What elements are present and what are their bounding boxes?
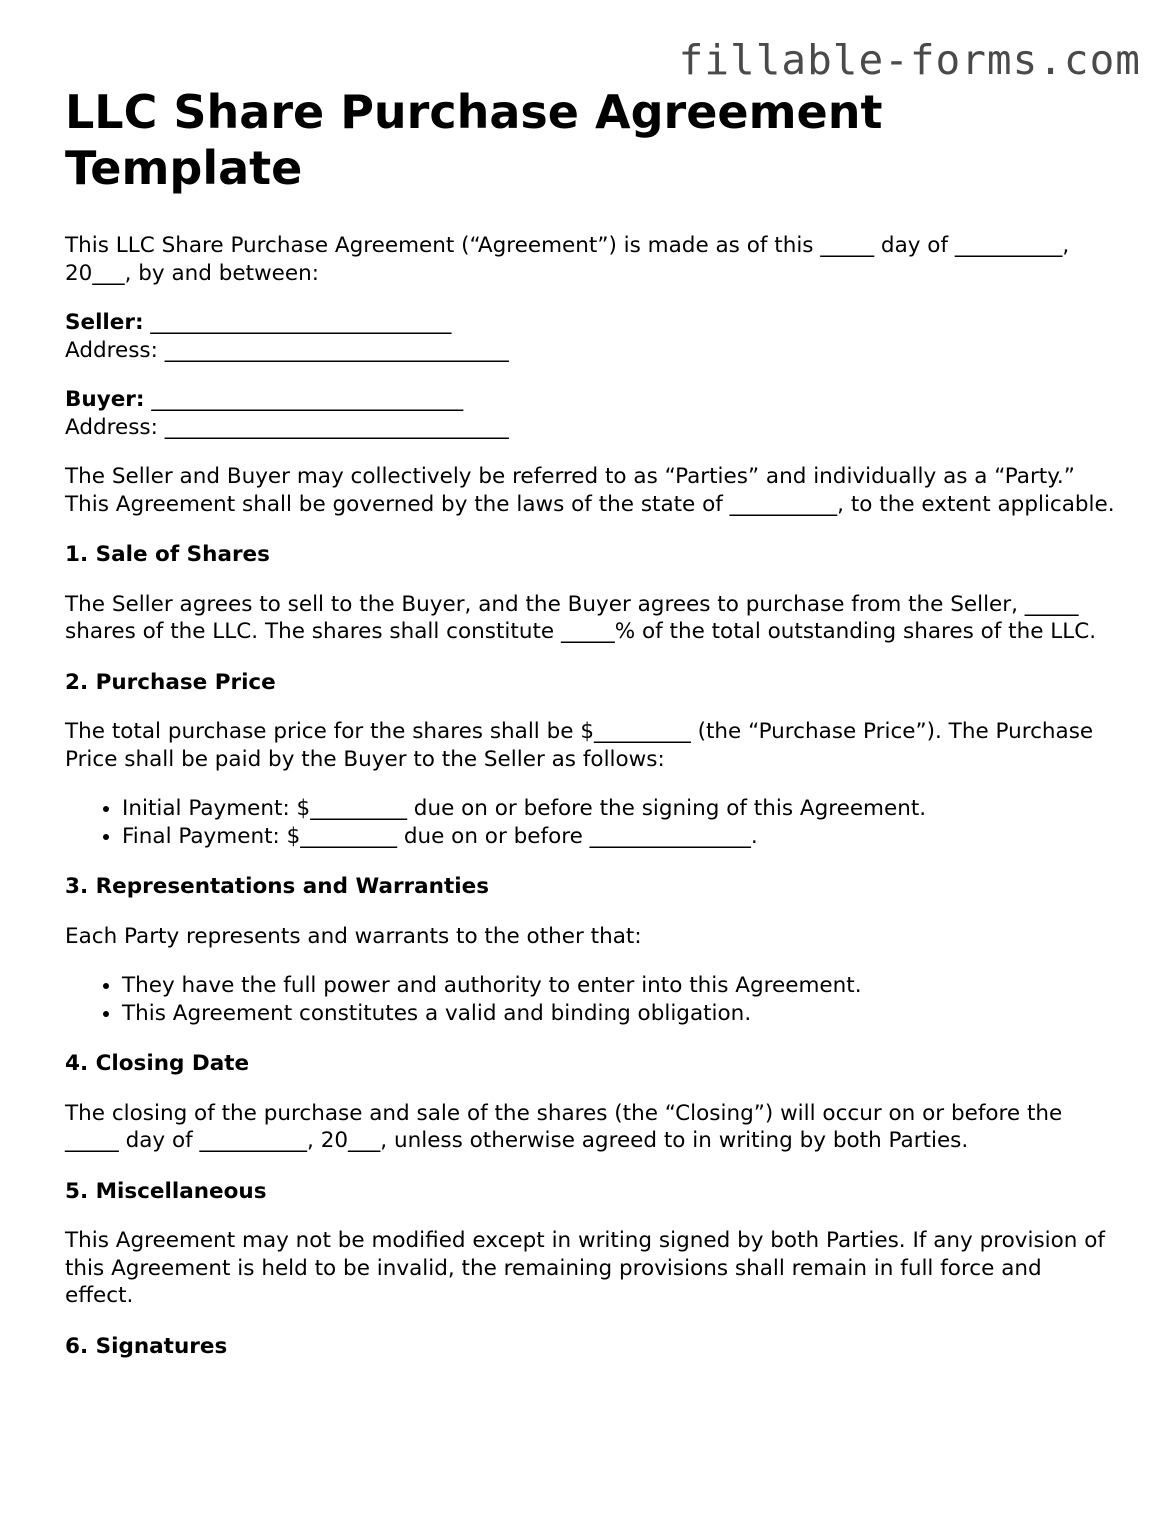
buyer-block — [65, 386, 1115, 441]
seller-block — [65, 309, 1115, 364]
list-item-power-authority: • They have the full power and authority to enter into this Agreement. — [122, 972, 1115, 1000]
representations-paragraph: Each Party represents and warrants to the other that: — [65, 923, 642, 949]
section-heading-miscellaneous: 5. Miscellaneous — [65, 1178, 267, 1204]
section-heading-purchase-price: 2. Purchase Price — [65, 669, 276, 695]
closing-date-paragraph: The closing of the purchase and sale of the shares (the “Closing”) will occur on or before the _____ day of __________, 20___, unless otherwise agreed to in writing by both Parties. — [65, 1100, 1063, 1153]
representations-list — [65, 972, 1115, 1027]
sale-of-shares-paragraph: The Seller agrees to sell to the Buyer, and the Buyer agrees to purchase from the Seller, _____ shares of the LLC. The shares shall constitute _____% of the total outstanding shares of the LLC. — [65, 591, 1097, 644]
list-item-initial-payment: • Initial Payment: $_________ due on or before the signing of this Agreement. — [122, 795, 1115, 823]
seller-address-field[interactable]: Address: ________________________________ — [65, 337, 509, 363]
section-heading-sale-of-shares: 1. Sale of Shares — [65, 542, 270, 567]
document-page — [65, 84, 1115, 1360]
seller-name-line — [65, 309, 1115, 337]
payment-list — [65, 795, 1115, 850]
purchase-price-paragraph: The total purchase price for the shares shall be $_________ (the “Purchase Price”). The Purchase Price shall be paid by the Buyer to the Seller as follows: — [65, 719, 1094, 772]
section-heading-representations: 3. Representations and Warranties — [65, 874, 489, 899]
seller-label: Seller: — [65, 310, 144, 335]
document-title: LLC Share Purchase Agreement Template — [65, 85, 883, 195]
watermark: fillable-forms.com — [678, 36, 1141, 84]
buyer-address-field[interactable]: Address: ________________________________ — [65, 414, 509, 440]
section-heading-closing-date: 4. Closing Date — [65, 1051, 250, 1076]
parties-paragraph: The Seller and Buyer may collectively be referred to as “Parties” and individually as a “Party.” This Agreement shall be governed by the laws of the state of __________, to the extent applicable. — [65, 464, 1115, 517]
list-item-binding-obligation: • This Agreement constitutes a valid and binding obligation. — [122, 1000, 1115, 1028]
intro-paragraph: This LLC Share Purchase Agreement (“Agreement”) is made as of this _____ day of __________, 20___, by and between: — [65, 233, 1070, 286]
buyer-name-field[interactable]: _____________________________ — [144, 387, 464, 412]
section-heading-signatures: 6. Signatures — [65, 1333, 228, 1359]
miscellaneous-paragraph: This Agreement may not be modified except in writing signed by both Parties. If any provision of this Agreement is held to be invalid, the remaining provisions shall remain in full force and effect. — [65, 1228, 1105, 1308]
seller-name-field[interactable]: ____________________________ — [143, 310, 452, 335]
buyer-name-line — [65, 386, 1115, 414]
buyer-label: Buyer: — [65, 387, 145, 412]
list-item-final-payment: • Final Payment: $_________ due on or before _______________. — [122, 823, 1115, 851]
